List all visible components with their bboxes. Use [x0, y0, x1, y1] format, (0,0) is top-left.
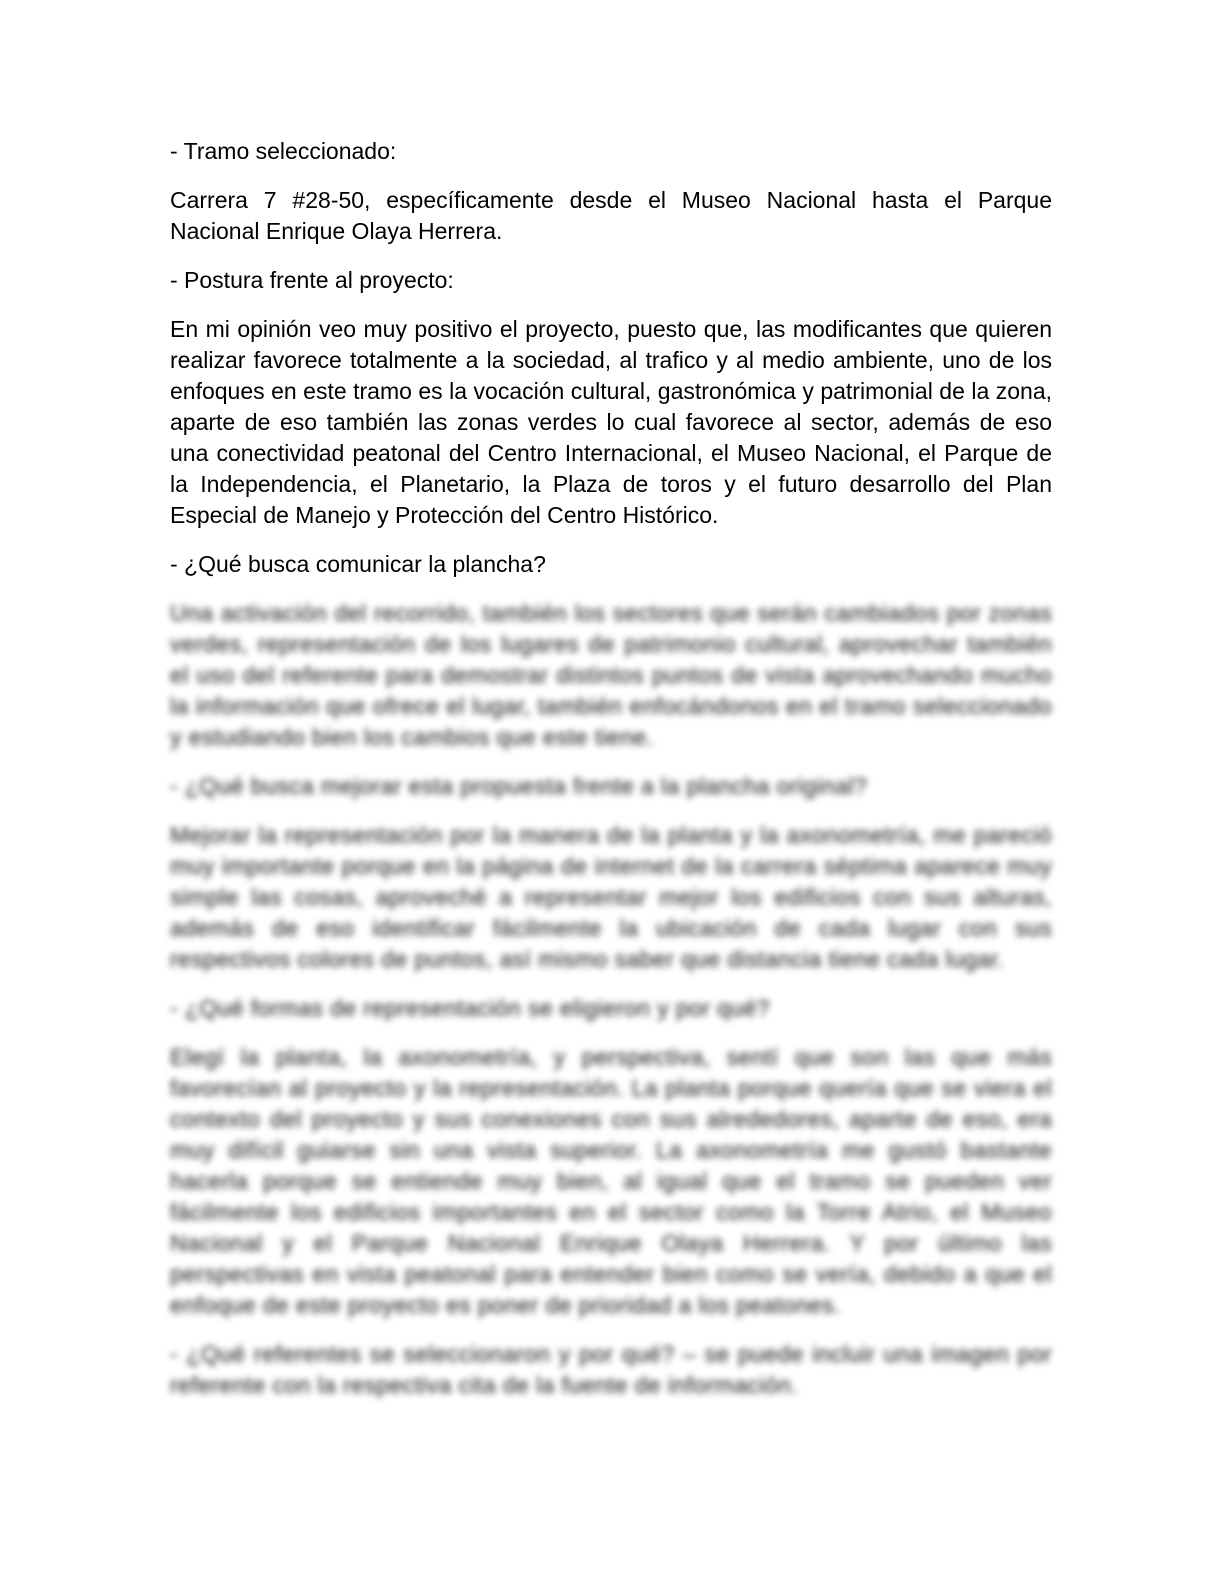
question-comunicar-plancha: - ¿Qué busca comunicar la plancha?: [170, 551, 546, 577]
answer-formas-representacion-blurred: Elegí la planta, la axonometría, y perspectiva, sentí que son las que más favorecían al proyecto y la representación. La planta porque quería que se viera el contexto del proyecto y sus conexiones con sus alrededores, aparte de eso, era muy difícil guiarse sin una vista superior. La axonometría me gustó bastante hacerla porque se entiende muy bien, al igual que el tramo se pueden ver fácilmente los edificios importantes en el sector como la Torre Atrio, el Museo Nacional y el Parque Nacional Enrique Olaya Herrera. Y por último las perspectivas en vista peatonal para entender bien como se vería, debido a que el enfoque de este proyecto es poner de prioridad a los peatones.: [170, 1044, 1052, 1318]
answer-tramo-seleccionado: Carrera 7 #28-50, específicamente desde el Museo Nacional hasta el Parque Nacional Enrique Olaya Herrera.: [170, 187, 1052, 244]
question-tramo-seleccionado: - Tramo seleccionado:: [170, 138, 397, 164]
question-postura-proyecto: - Postura frente al proyecto:: [170, 267, 454, 293]
answer-postura-proyecto: En mi opinión veo muy positivo el proyecto, puesto que, las modificantes que quieren realizar favorece totalmente a la sociedad, al trafico y al medio ambiente, uno de los enfoques en este tramo es la vocación cultural, gastronómica y patrimonial de la zona, aparte de eso también las zonas verdes lo cual favorece al sector, además de eso una conectividad peatonal del Centro Internacional, el Museo Nacional, el Parque de la Independencia, el Planetario, la Plaza de toros y el futuro desarrollo del Plan Especial de Manejo y Protección del Centro Histórico.: [170, 316, 1052, 528]
question-formas-representacion-blurred: - ¿Qué formas de representación se eligieron y por qué?: [170, 995, 770, 1021]
question-referentes-blurred: - ¿Qué referentes se seleccionaron y por qué? – se puede incluir una imagen por referente con la respectiva cita de la fuente de información.: [170, 1341, 1052, 1398]
answer-mejorar-propuesta-blurred: Mejorar la representación por la manera de la planta y la axonometría, me pareció muy importante porque en la página de internet de la carrera séptima aparece muy simple las cosas, aproveché a representar mejor los edificios con sus alturas, además de eso identificar fácilmente la ubicación de cada lugar con sus respectivos colores de puntos, así mismo saber que distancia tiene cada lugar.: [170, 822, 1052, 972]
question-mejorar-propuesta-blurred: - ¿Qué busca mejorar esta propuesta frente a la plancha original?: [170, 773, 868, 799]
document-content: [170, 136, 1052, 1419]
answer-comunicar-plancha-blurred: Una activación del recorrido, también los sectores que serán cambiados por zonas verdes, representación de los lugares de patrimonio cultural, aprovechar también el uso del referente para demostrar distintos puntos de vista aprovechando mucho la información que ofrece el lugar, también enfocándonos en el tramo seleccionado y estudiando bien los cambios que este tiene.: [170, 600, 1052, 750]
